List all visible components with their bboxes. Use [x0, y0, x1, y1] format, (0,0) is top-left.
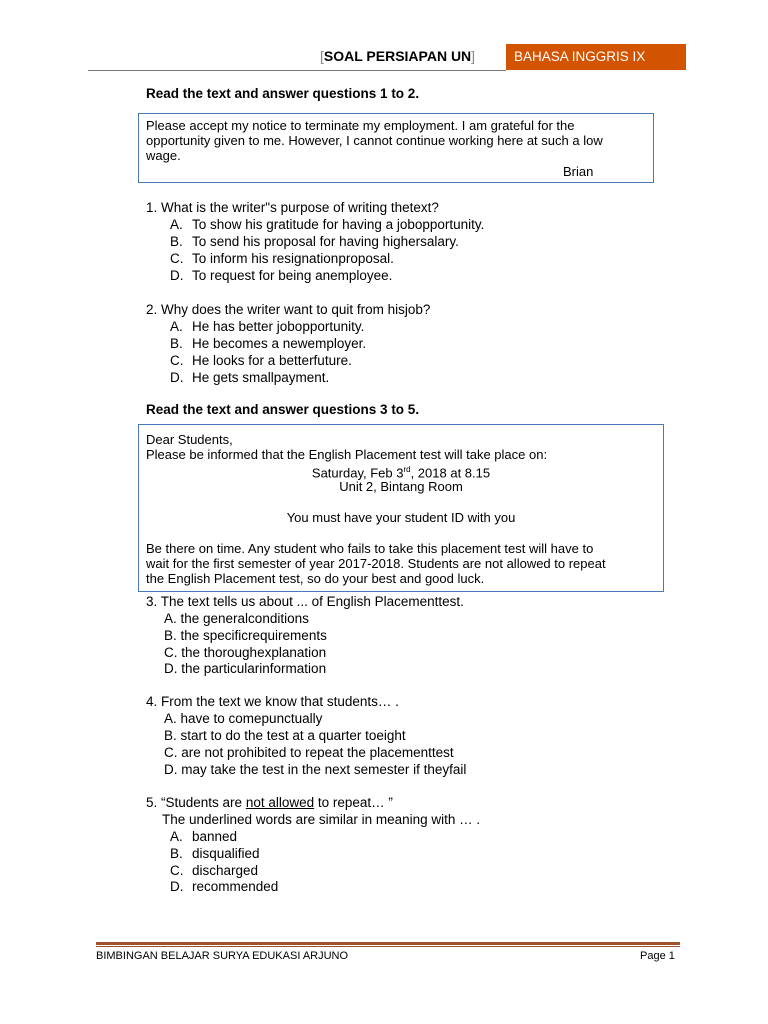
option-letter: A.: [170, 829, 183, 844]
option-letter: D.: [170, 879, 184, 894]
option-letter: D.: [170, 268, 184, 283]
q4-option-b: B. start to do the test at a quarter toeight: [164, 728, 406, 743]
footer-left: BIMBINGAN BELAJAR SURYA EDUKASI ARJUNO: [96, 950, 349, 962]
q1-stem: 1. What is the writer"s purpose of writing thetext?: [146, 200, 439, 215]
q2-option-a: [170, 319, 364, 334]
option-text: recommended: [192, 879, 279, 894]
option-letter: C.: [170, 863, 184, 878]
option-letter: B.: [170, 846, 183, 861]
q3-option-a: A. the generalconditions: [164, 611, 309, 626]
q2-option-c: [170, 353, 352, 368]
id-note: You must have your student ID with you: [286, 510, 516, 525]
q1-option-d: [170, 268, 392, 283]
header-title: [320, 48, 475, 64]
q4-option-c: C. are not prohibited to repeat the placementtest: [164, 745, 454, 760]
section1-text-line: opportunity given to me. However, I cannot continue working here at such a low: [146, 133, 603, 148]
option-text: banned: [192, 829, 238, 844]
q5-option-c: [170, 863, 258, 878]
option-letter: A.: [170, 217, 183, 232]
option-letter: B.: [170, 336, 183, 351]
q1-option-b: [170, 234, 459, 249]
option-letter: C.: [170, 251, 184, 266]
date-prefix: Saturday, Feb 3: [311, 465, 404, 481]
q5-option-d: [170, 879, 278, 894]
q5-stem2: The underlined words are similar in meaning with … .: [162, 812, 481, 827]
q3-option-b: B. the specificrequirements: [164, 628, 327, 643]
q2-option-d: [170, 370, 329, 385]
q1-option-a: [170, 217, 484, 232]
date-suffix: , 2018 at 8.15: [410, 465, 491, 481]
option-letter: A.: [170, 319, 183, 334]
q2-option-b: [170, 336, 366, 351]
q5-stem: [146, 795, 393, 810]
option-letter: C.: [170, 353, 184, 368]
q4-option-a: A. have to comepunctually: [164, 711, 323, 726]
q4-option-d: D. may take the test in the next semester if theyfail: [164, 762, 467, 777]
section1-instruction: Read the text and answer questions 1 to 2.: [146, 86, 420, 101]
option-letter: D.: [170, 370, 184, 385]
footer-rule-thin: [96, 946, 680, 947]
option-text: To send his proposal for having highersalary.: [192, 234, 459, 249]
section1-text-line: Please accept my notice to terminate my employment. I am grateful for the: [146, 118, 575, 133]
bracket-open: [: [320, 48, 324, 64]
q3-option-c: C. the thoroughexplanation: [164, 645, 327, 660]
option-letter: B.: [170, 234, 183, 249]
q5-underlined: not allowed: [245, 795, 315, 810]
header-rule: [88, 70, 506, 71]
q5-option-b: [170, 846, 260, 861]
page-number: Page 1: [640, 950, 675, 962]
q5-stem-prefix: 5. “Students are: [146, 795, 246, 810]
bracket-close: ]: [471, 48, 476, 64]
intro: Please be informed that the English Placement test will take place on:: [146, 447, 548, 462]
date-sup: rd: [403, 465, 411, 474]
option-text: disqualified: [192, 846, 260, 861]
test-date: [138, 462, 664, 480]
q1-option-c: [170, 251, 394, 266]
header-title-text: SOAL PERSIAPAN UN: [323, 48, 472, 64]
q2-stem: 2. Why does the writer want to quit from hisjob?: [146, 302, 431, 317]
signature: Brian: [563, 164, 594, 179]
subject-badge: BAHASA INGGRIS IX: [506, 44, 686, 70]
q3-stem: 3. The text tells us about ... of English Placementtest.: [146, 594, 464, 609]
greeting: Dear Students,: [146, 432, 233, 447]
test-place: Unit 2, Bintang Room: [339, 479, 463, 494]
option-text: He has better jobopportunity.: [192, 319, 365, 334]
option-text: He gets smallpayment.: [192, 370, 330, 385]
footer-rule-thick: [96, 942, 680, 945]
closing-line: the English Placement test, so do your best and good luck.: [146, 571, 485, 586]
closing-line: wait for the first semester of year 2017-2018. Students are not allowed to repeat: [146, 556, 606, 571]
q3-option-d: D. the particularinformation: [164, 661, 327, 676]
option-text: He becomes a newemployer.: [192, 336, 367, 351]
section2-instruction: Read the text and answer questions 3 to 5.: [146, 402, 420, 417]
closing: [146, 541, 606, 586]
closing-line: Be there on time. Any student who fails to take this placement test will have to: [146, 541, 594, 556]
option-text: discharged: [192, 863, 259, 878]
option-text: To request for being anemployee.: [192, 268, 393, 283]
option-text: He looks for a betterfuture.: [192, 353, 352, 368]
section1-text: [146, 118, 603, 163]
q5-stem-suffix: to repeat… ”: [314, 795, 393, 810]
q5-option-a: [170, 829, 237, 844]
section1-text-line: wage.: [146, 148, 181, 163]
q4-stem: 4. From the text we know that students… .: [146, 694, 399, 709]
option-text: To inform his resignationproposal.: [192, 251, 394, 266]
option-text: To show his gratitude for having a jobopportunity.: [192, 217, 485, 232]
